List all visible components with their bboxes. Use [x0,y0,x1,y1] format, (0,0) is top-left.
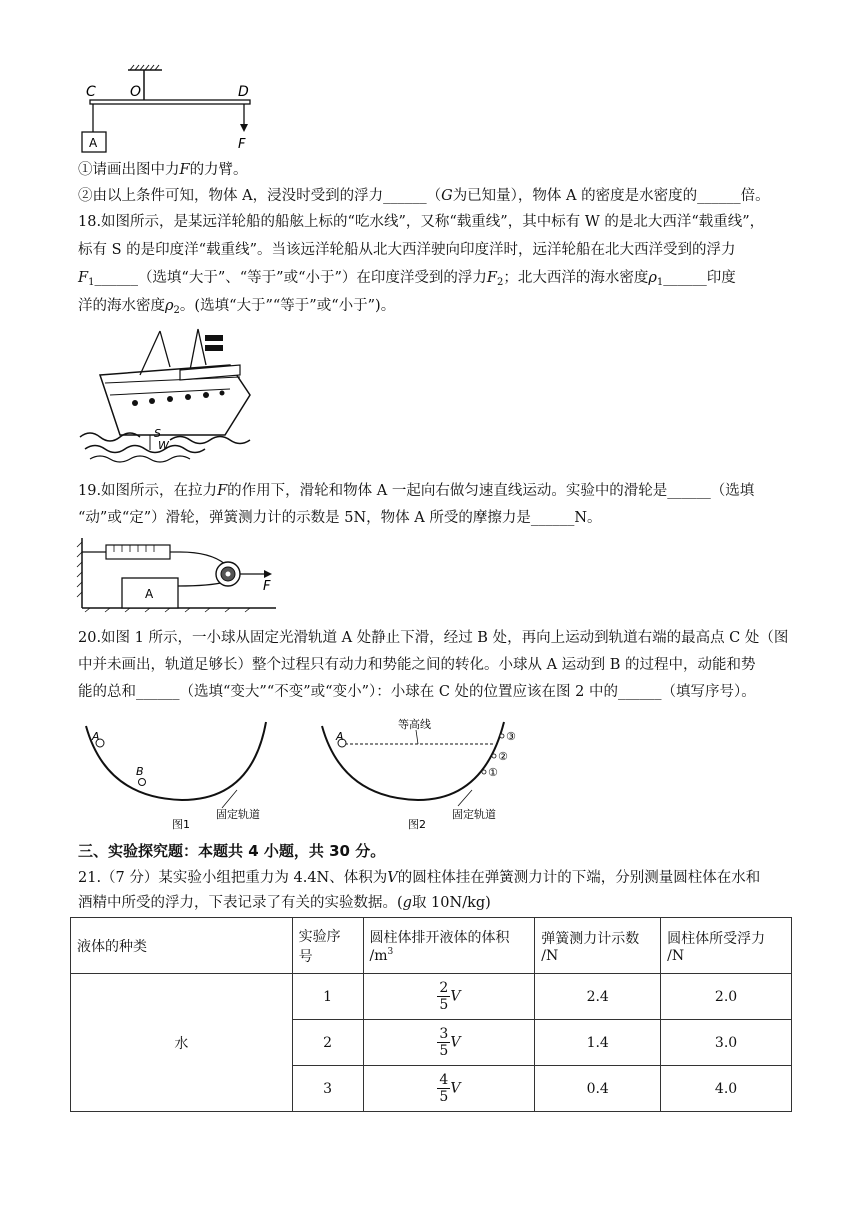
lever-figure [78,62,268,158]
q19-line2: “动”或“定”）滑轮，弹簧测力计的示数是 5N，物体 A 所受的摩擦力是______N。 [78,510,602,526]
lever-label-o: O [130,84,142,100]
table-row [71,974,792,1020]
q17-part2: ②由以上条件可知，物体 A，浸没时受到的浮力______（G为已知量），物体 A 的密度是水密度的______倍。 [78,188,770,204]
fig1-label-a: A [92,730,100,743]
fig1-label-b: B [136,765,144,778]
q18-line4: 洋的海水密度$\rho_2$。(选填“大于”“等于”或“小于”)。 [78,298,396,316]
lever-label-d: D [238,84,249,100]
buoyancy-cell: 2.0 [661,974,792,1020]
buoyancy-cell: 4.0 [661,1066,792,1112]
q18-line2: 标有 S 的是印度洋“载重线”。当该远洋轮船从北大西洋驶向印度洋时，远洋轮船在北大西洋受到的浮力 [78,242,736,258]
fig2-mark-1: ① [488,766,498,779]
q20-line3: 能的总和______（选填“变大”“不变”或“变小”）：小球在 C 处的位置应该在图 2 中的______（填写序号）。 [78,684,756,700]
seq-cell: 3 [292,1066,363,1112]
q19-line1: 19.如图所示，在拉力F的作用下，滑轮和物体 A 一起向右做匀速直线运动。实验中的滑轮是______（选填 [78,483,755,499]
header-seq: 实验序 号 [292,918,363,974]
lever-label-a: A [89,136,98,150]
fig1-track-label: 固定轨道 [216,808,260,821]
fig2-mark-3: ③ [506,730,516,743]
pulley-label-f: F [263,579,271,594]
fig2-contour-label: 等高线 [398,718,431,731]
header-volume: 圆柱体排开液体的体积 $/m^3$ [363,918,535,974]
q18-line1: 18.如图所示，是某远洋轮船的船舷上标的“吃水线”，又称“载重线”，其中标有 W 的是北大西洋“载重线”， [78,214,765,230]
seq-cell: 2 [292,1020,363,1066]
spring-cell: 1.4 [535,1020,661,1066]
volume-cell: $\frac{4}{5}$ V [363,1066,535,1112]
lever-label-f: F [238,137,246,152]
volume-cell: $\frac{3}{5}$ V [363,1020,535,1066]
section-3-title: 三、实验探究题：本题共 4 小题，共 30 分。 [78,842,386,860]
fig2-label-a: A [336,730,344,743]
ship-mark-s: S [154,427,161,440]
table-header-row [71,918,792,974]
q21-line1: 21.（7 分）某实验小组把重力为 4.4N、体积为V的圆柱体挂在弹簧测力计的下端，分别测量圆柱体在水和 [78,870,761,886]
q18-line3: $F_1\_\_\_\_\_\_$（选填“大于”、“等于”或“小于”）在印度洋受到的浮力$F_2$；北大西洋的海水密度$\rho_1\_\_\_\_\_\_$印度 [78,270,736,288]
track-figure-2 [318,718,538,830]
spring-cell: 2.4 [535,974,661,1020]
q21-line2: 酒精中所受的浮力，下表记录了有关的实验数据。(g取 10N/kg) [78,895,491,911]
header-liquid: 液体的种类 [71,918,293,974]
q17-part1: ①请画出图中力F的力臂。 [78,162,248,178]
fig2-caption: 图2 [408,818,426,831]
fig1-caption: 图1 [172,818,190,831]
fig2-track-label: 固定轨道 [452,808,496,821]
buoyancy-cell: 3.0 [661,1020,792,1066]
header-spring: 弹簧测力计示数 /N [535,918,661,974]
pulley-label-a: A [145,587,154,601]
track-figure-1 [82,718,282,830]
spring-cell: 0.4 [535,1066,661,1112]
header-buoyancy: 圆柱体所受浮力 /N [661,918,792,974]
q20-line1: 20.如图 1 所示，一小球从固定光滑轨道 A 处静止下滑，经过 B 处，再向上运动到轨道右端的最高点 C 处（图 [78,630,789,646]
ship-figure [80,325,260,465]
pulley-figure [80,534,280,612]
lever-label-c: C [86,84,96,100]
experiment-data-table [70,917,792,1112]
volume-cell: $\frac{2}{5}$ V [363,974,535,1020]
q20-line2: 中并未画出，轨道足够长）整个过程只有动力和势能之间的转化。小球从 A 运动到 B 的过程中，动能和势 [78,657,756,673]
seq-cell: 1 [292,974,363,1020]
fig2-mark-2: ② [498,750,508,763]
liquid-water-cell: 水 [71,974,293,1112]
ship-mark-w: W [158,439,169,452]
